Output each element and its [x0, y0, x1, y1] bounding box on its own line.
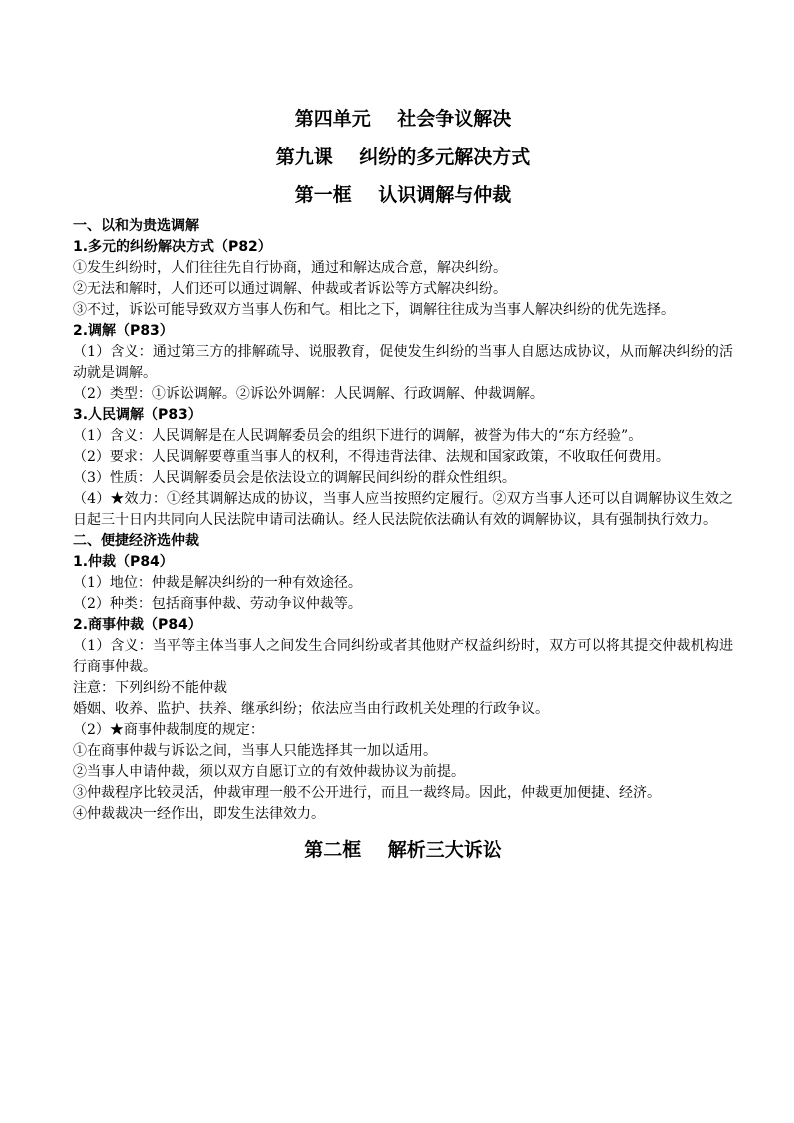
subheading-commercial-arbitration: 2.商事仲裁（P84）: [73, 617, 202, 633]
subheading-people-mediation: 3.人民调解（P83）: [73, 407, 202, 423]
paragraph: ①在商事仲裁与诉讼之间，当事人只能选择其一加以适用。: [73, 743, 437, 759]
frame2-title: 第二框 解析三大诉讼: [304, 839, 502, 861]
paragraph: （1）地位：仲裁是解决纠纷的一种有效途径。: [73, 575, 362, 591]
paragraph: （2）要求：人民调解要尊重当事人的权利，不得违背法律、法规和国家政策，不收取任何费用。: [73, 449, 670, 465]
section-heading-mediation: 一、以和为贵选调解: [73, 218, 199, 234]
lesson-title: 第九课 纠纷的多元解决方式: [275, 146, 531, 168]
frame1-title: 第一框 认识调解与仲裁: [294, 184, 512, 206]
paragraph: （1）含义：当平等主体当事人之间发生合同纠纷或者其他财产权益纠纷时，双方可以将其提交仲裁机构进行商事仲裁。: [73, 638, 733, 675]
paragraph: ②无法和解时，人们还可以通过调解、仲裁或者诉讼等方式解决纠纷。: [73, 281, 507, 297]
subheading-dispute-methods: 1.多元的纠纷解决方式（P82）: [73, 239, 272, 255]
paragraph: ③仲裁程序比较灵活，仲裁审理一般不公开进行，而且一裁终局。因此，仲裁更加便捷、经济。: [73, 785, 661, 801]
paragraph: （2）种类：包括商事仲裁、劳动争议仲裁等。: [73, 596, 362, 612]
section-heading-arbitration: 二、便捷经济选仲裁: [73, 533, 199, 549]
paragraph: （2）★商事仲裁制度的规定：: [73, 722, 264, 738]
unit-title: 第四单元 社会争议解决: [294, 108, 512, 130]
subheading-mediation: 2.调解（P83）: [73, 323, 174, 339]
paragraph: （1）含义：人民调解是在人民调解委员会的组织下进行的调解，被誉为伟大的“东方经验”。: [73, 428, 643, 444]
paragraph: ③不过，诉讼可能导致双方当事人伤和气。相比之下，调解往往成为当事人解决纠纷的优先选择。: [73, 302, 675, 318]
paragraph: （1）含义：通过第三方的排解疏导、说服教育，促使发生纠纷的当事人自愿达成协议，从而解决纠纷的活动就是调解。: [73, 344, 733, 381]
paragraph: ②当事人申请仲裁，须以双方自愿订立的有效仲裁协议为前提。: [73, 764, 465, 780]
paragraph: （4）★效力：①经其调解达成的协议，当事人应当按照约定履行。②双方当事人还可以自调解协议生效之日起三十日内共同向人民法院申请司法确认。经人民法院依法确认有效的调解协议，具有强制执行效力。: [73, 491, 733, 528]
paragraph: （2）类型：①诉讼调解。②诉讼外调解：人民调解、行政调解、仲裁调解。: [73, 386, 544, 402]
paragraph: ①发生纠纷时，人们往往先自行协商，通过和解达成合意，解决纠纷。: [73, 260, 507, 276]
paragraph: 婚姻、收养、监护、扶养、继承纠纷；依法应当由行政机关处理的行政争议。: [73, 701, 549, 717]
paragraph: ④仲裁裁决一经作出，即发生法律效力。: [73, 806, 325, 822]
paragraph: 注意：下列纠纷不能仲裁: [73, 680, 227, 696]
paragraph: （3）性质：人民调解委员会是依法设立的调解民间纠纷的群众性组织。: [73, 470, 516, 486]
document-page: [73, 100, 733, 869]
subheading-arbitration: 1.仲裁（P84）: [73, 554, 174, 570]
